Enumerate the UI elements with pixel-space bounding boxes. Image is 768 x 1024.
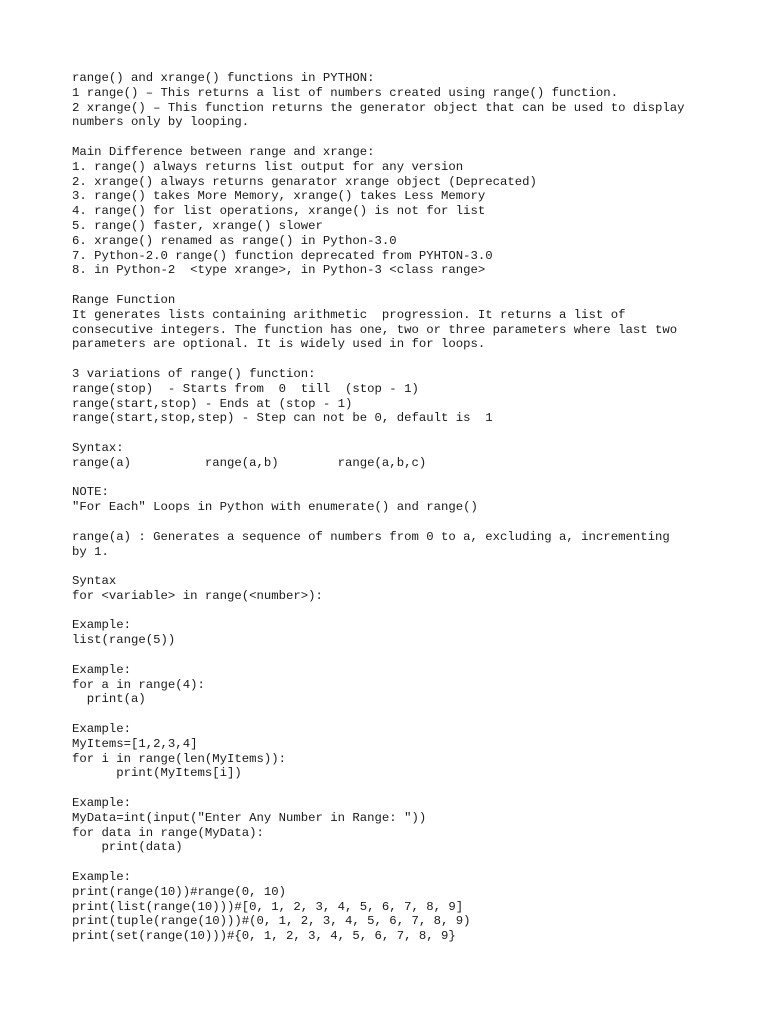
text-line: 1. range() always returns list output for any version <box>72 159 464 174</box>
text-line: Range Function <box>72 292 176 307</box>
text-line: Syntax: <box>72 440 124 455</box>
text-line: Example: <box>72 722 132 737</box>
text-line: print(data) <box>72 840 183 855</box>
text-line: range(a) range(a,b) range(a,b,c) <box>72 455 427 470</box>
text-line: 5. range() faster, xrange() slower <box>72 218 323 233</box>
blank-line <box>72 559 712 574</box>
text-line: range(stop) - Starts from 0 till (stop - 1) <box>72 381 419 396</box>
text-line: It generates lists containing arithmetic progression. It returns a list of <box>72 307 626 322</box>
text-line: range(start,stop) - Ends at (stop - 1) <box>72 396 353 411</box>
text-line: range() and xrange() functions in PYTHON: <box>72 71 375 85</box>
text-line: print(a) <box>72 692 146 707</box>
blank-line <box>72 515 712 530</box>
text-line: 8. in Python-2 <type xrange>, in Python-3 <class range> <box>72 263 486 278</box>
document-body <box>72 71 712 944</box>
text-line: Main Difference between range and xrange: <box>72 144 375 159</box>
text-line: Example: <box>72 662 132 677</box>
text-line: Syntax <box>72 574 117 589</box>
text-line: numbers only by looping. <box>72 115 250 130</box>
text-line: print(MyItems[i]) <box>72 766 242 781</box>
text-line: 3 variations of range() function: <box>72 366 316 381</box>
text-line: range(start,stop,step) - Step can not be 0, default is 1 <box>72 411 493 426</box>
text-line: list(range(5)) <box>72 633 176 648</box>
text-line: Example: <box>72 618 132 633</box>
blank-line <box>72 707 712 722</box>
text-line: for i in range(len(MyItems)): <box>72 751 287 766</box>
text-line: for <variable> in range(<number>): <box>72 588 323 603</box>
blank-line <box>72 426 712 441</box>
text-line: 7. Python-2.0 range() function deprecated from PYHTON-3.0 <box>72 248 493 263</box>
text-line: 3. range() takes More Memory, xrange() takes Less Memory <box>72 189 486 204</box>
text-line: 4. range() for list operations, xrange() is not for list <box>72 204 486 219</box>
text-line: 6. xrange() renamed as range() in Python-3.0 <box>72 233 397 248</box>
text-line: 2. xrange() always returns genarator xrange object (Deprecated) <box>72 174 537 189</box>
text-line: print(list(range(10)))#[0, 1, 2, 3, 4, 5, 6, 7, 8, 9] <box>72 899 464 914</box>
text-line: MyItems=[1,2,3,4] <box>72 736 198 751</box>
blank-line <box>72 781 712 796</box>
text-line: 2 xrange() – This function returns the generator object that can be used to display <box>72 100 685 115</box>
blank-line <box>72 855 712 870</box>
text-line: "For Each" Loops in Python with enumerate() and range() <box>72 500 478 515</box>
text-line: NOTE: <box>72 485 109 500</box>
text-line: 1 range() – This returns a list of numbers created using range() function. <box>72 85 619 100</box>
text-line: range(a) : Generates a sequence of numbers from 0 to a, excluding a, incrementing <box>72 529 670 544</box>
text-line: parameters are optional. It is widely used in for loops. <box>72 337 486 352</box>
blank-line <box>72 352 712 367</box>
text-line: MyData=int(input("Enter Any Number in Range: ")) <box>72 810 427 825</box>
text-line: for a in range(4): <box>72 677 205 692</box>
blank-line <box>72 471 712 486</box>
text-line: print(tuple(range(10)))#(0, 1, 2, 3, 4, 5, 6, 7, 8, 9) <box>72 914 471 929</box>
blank-line <box>72 648 712 663</box>
text-line: print(set(range(10)))#{0, 1, 2, 3, 4, 5, 6, 7, 8, 9} <box>72 929 456 944</box>
text-line: Example: <box>72 796 132 811</box>
text-line: Example: <box>72 870 132 885</box>
blank-line <box>72 278 712 293</box>
text-line: for data in range(MyData): <box>72 825 264 840</box>
text-line: by 1. <box>72 544 109 559</box>
blank-line <box>72 130 712 145</box>
text-line: consecutive integers. The function has one, two or three parameters where last two <box>72 322 678 337</box>
blank-line <box>72 604 712 619</box>
text-line: print(range(10))#range(0, 10) <box>72 884 287 899</box>
